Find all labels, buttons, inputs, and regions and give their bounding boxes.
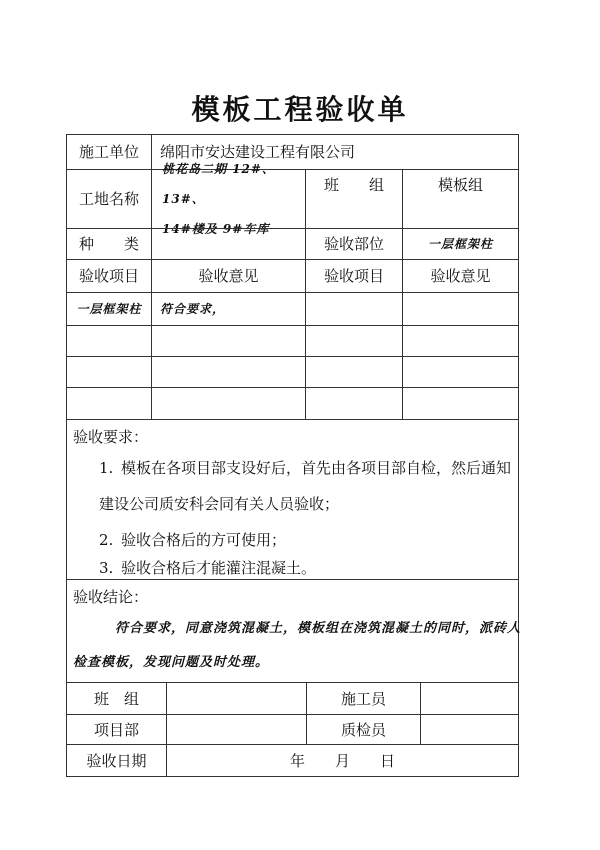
team-label: 班 组 bbox=[305, 169, 403, 229]
table-row-opinion bbox=[151, 356, 306, 388]
site-label: 工地名称 bbox=[66, 169, 152, 229]
footer-inspector-label: 质检员 bbox=[306, 714, 421, 745]
requirement-number: 3. bbox=[99, 559, 114, 577]
table-row-opinion bbox=[151, 325, 306, 357]
requirements-section bbox=[66, 419, 519, 580]
footer-team-label: 班 组 bbox=[66, 682, 167, 715]
table-row-item2 bbox=[305, 356, 403, 388]
table-row-opinion: 符合要求， bbox=[151, 292, 306, 326]
table-row-item bbox=[66, 356, 152, 388]
footer-dept-value bbox=[166, 714, 307, 745]
category-label: 种 类 bbox=[66, 228, 152, 260]
col-item-header: 验收项目 bbox=[66, 259, 152, 293]
requirement-number: 2. bbox=[99, 531, 114, 549]
conclusion-title: 验收结论： bbox=[73, 588, 149, 606]
footer-date-value: 年 月 日 bbox=[166, 744, 519, 777]
unit-label: 施工单位 bbox=[66, 134, 152, 170]
table-row-item2 bbox=[305, 387, 403, 420]
footer-dept-label: 项目部 bbox=[66, 714, 167, 745]
category-value bbox=[151, 228, 306, 260]
unit-value: 绵阳市安达建设工程有限公司 bbox=[151, 134, 519, 170]
footer-builder-value bbox=[420, 682, 519, 715]
document-title: 模板工程验收单 bbox=[191, 93, 409, 126]
table-row-item: 一层框架柱 bbox=[66, 292, 152, 326]
requirement-text: 验收合格后的方可使用； bbox=[121, 531, 287, 549]
table-row-item bbox=[66, 325, 152, 357]
requirements-title: 验收要求： bbox=[73, 428, 149, 446]
site-value-line2: 14#楼及 9#车库 bbox=[162, 222, 270, 236]
part-value: 一层框架柱 bbox=[402, 228, 519, 260]
table-row-opinion bbox=[151, 387, 306, 420]
col-opinion-header: 验收意见 bbox=[151, 259, 306, 293]
table-row-opinion2 bbox=[402, 325, 519, 357]
table-row-item2 bbox=[305, 325, 403, 357]
table-row-item bbox=[66, 387, 152, 420]
footer-inspector-value bbox=[420, 714, 519, 745]
table-row-opinion2 bbox=[402, 292, 519, 326]
requirement-item bbox=[99, 450, 511, 522]
site-value bbox=[151, 162, 306, 236]
site-value-line1: 桃花岛二期 12#、13#、 bbox=[162, 162, 275, 206]
col-opinion2-header: 验收意见 bbox=[402, 259, 519, 293]
col-item2-header: 验收项目 bbox=[305, 259, 403, 293]
requirement-text: 验收合格后才能灌注混凝土。 bbox=[121, 559, 317, 577]
team-value: 模板组 bbox=[402, 169, 519, 229]
conclusion-section bbox=[66, 579, 522, 683]
footer-builder-label: 施工员 bbox=[306, 682, 421, 715]
table-row-opinion2 bbox=[402, 387, 519, 420]
footer-date-label: 验收日期 bbox=[66, 744, 167, 777]
footer-team-value bbox=[166, 682, 307, 715]
table-row-item2 bbox=[305, 292, 403, 326]
conclusion-text: 符合要求，同意浇筑混凝土，模板组在浇筑混凝土的同时，派砖人检查模板，发现问题及时处理。 bbox=[73, 621, 522, 670]
part-label: 验收部位 bbox=[305, 228, 403, 260]
table-row-opinion2 bbox=[402, 356, 519, 388]
requirement-text: 模板在各项目部支设好后，首先由各项目部自检，然后通知建设公司质安科会同有关人员验收； bbox=[99, 459, 512, 513]
requirement-number: 1. bbox=[99, 459, 114, 477]
